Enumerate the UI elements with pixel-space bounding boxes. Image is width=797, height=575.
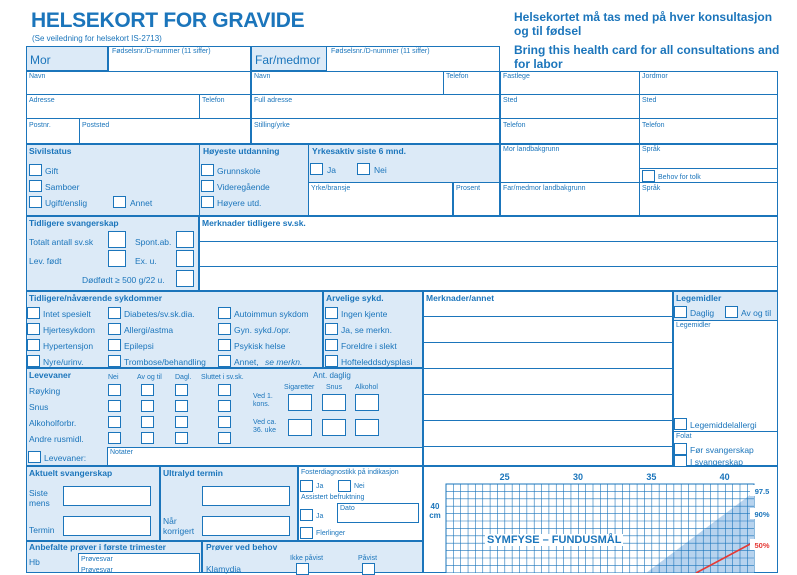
mother-id-label: Fødselsnr./D-nummer (11 siffer) [112, 48, 211, 55]
folat-before-label: Før svangerskap [690, 445, 754, 455]
hjerte-label: Hjertesykdom [43, 325, 95, 335]
habit-cell[interactable] [141, 400, 154, 412]
ja-merkn-checkbox[interactable] [325, 323, 338, 335]
videregaende-checkbox[interactable] [201, 180, 214, 192]
page-title: HELSEKORT FOR GRAVIDE [31, 9, 305, 32]
ugift-label: Ugift/enslig [45, 198, 88, 208]
habit-cell[interactable] [108, 384, 121, 396]
ikke-pavist-label: Ikke påvist [290, 555, 324, 562]
father-full-address-label[interactable]: Full adresse [254, 97, 293, 104]
nyre-checkbox[interactable] [27, 355, 40, 367]
grunnskole-label: Grunnskole [217, 166, 261, 176]
y-unit-label: cm [429, 511, 441, 520]
autoimmun-checkbox[interactable] [218, 307, 231, 319]
nar-korrigert-label: Når korrigert [163, 516, 195, 536]
ja-merkn-label: Ja, se merkn. [341, 325, 393, 335]
note-english: Bring this health card for all consultations and for labor [514, 43, 780, 71]
av-og-til-label: Av og til [741, 308, 772, 318]
habit-cell[interactable] [175, 416, 188, 428]
habit-row-royking: Røyking [29, 386, 61, 396]
prosent-label: Prosent [456, 185, 481, 192]
habits-col-sluttet: Sluttet i sv.sk. [201, 374, 244, 381]
allergi-checkbox[interactable] [108, 323, 121, 335]
provesvar2-label: Prøvesvar [81, 567, 113, 574]
page-subtitle: (Se veiledning for helsekort IS-2713) [32, 34, 162, 43]
sub-col-snus: Snus [326, 384, 342, 391]
chart-title: SYMFYSE – FUNDUSMÅL [487, 534, 622, 546]
psykisk-label: Psykisk helse [234, 341, 286, 351]
prev-remarks-title: Merknader tidligere sv.sk. [202, 218, 306, 228]
mother-address-label[interactable]: Adresse [29, 97, 55, 104]
levevaner-checkbox[interactable] [28, 451, 41, 463]
jordmor-phone-label[interactable]: Telefon [642, 122, 665, 129]
ved36-alk[interactable] [355, 419, 379, 436]
annet-sykd-checkbox[interactable] [218, 355, 231, 367]
total-field[interactable] [108, 231, 126, 248]
fastlege-phone-label[interactable]: Telefon [503, 122, 526, 129]
annet-civil-checkbox[interactable] [113, 196, 126, 208]
assisted-ja-label: Ja [316, 513, 324, 520]
prev-preg-title: Tidligere svangerskap [29, 218, 119, 228]
mother-postnr-label[interactable]: Postnr. [29, 122, 51, 129]
psykisk-checkbox[interactable] [218, 339, 231, 351]
hofte-checkbox[interactable] [325, 355, 338, 367]
fetal-title: Fosterdiagnostikk på indikasjon [301, 469, 399, 476]
intet-checkbox[interactable] [27, 307, 40, 319]
x-tick-label: 40 [719, 472, 730, 482]
fetal-nei-checkbox[interactable] [338, 480, 351, 492]
hyper-checkbox[interactable] [27, 339, 40, 351]
mother-name-label[interactable]: Navn [29, 73, 46, 80]
sub-col-alkohol: Alkohol [355, 384, 378, 391]
civil-title: Sivilstatus [29, 146, 72, 156]
ant-daglig-label: Ant. daglig [313, 371, 351, 380]
nar-korrigert-field[interactable] [202, 516, 290, 536]
x-tick-label: 25 [499, 472, 510, 482]
av-og-til-checkbox[interactable] [725, 306, 738, 318]
fastlege-sted-label[interactable]: Sted [503, 97, 518, 104]
habit-row-alkohol: Alkoholforbr. [29, 418, 77, 428]
y-top-label: 40 [430, 502, 440, 511]
medicine-sub-label: Legemidler [676, 322, 711, 329]
hofte-label: Hofteleddsdysplasi [341, 357, 413, 367]
habit-cell[interactable] [108, 400, 121, 412]
lev-field[interactable] [108, 250, 126, 267]
percentile-label: 50% [754, 541, 770, 550]
ultrasound-title: Ultralyd termin [163, 468, 223, 478]
current-preg-title: Aktuelt svangerskap [29, 468, 113, 478]
habit-cell[interactable] [218, 400, 231, 412]
ved36-snus[interactable] [322, 419, 346, 436]
foreldre-label: Foreldre i slekt [341, 341, 397, 351]
hyper-label: Hypertensjon [43, 341, 94, 351]
habit-cell[interactable] [108, 416, 121, 428]
annet-sykd-suffix: se merkn. [265, 357, 303, 367]
ugift-checkbox[interactable] [29, 196, 42, 208]
gyn-checkbox[interactable] [218, 323, 231, 335]
habits-col-dagl: Dagl. [175, 374, 192, 381]
klamydia-label: Klamydia [206, 564, 241, 574]
father-id-label: Fødselsnr./D-nummer (11 siffer) [331, 48, 430, 55]
mother-title: Mor [30, 53, 51, 67]
tests-behov-title: Prøver ved behov [206, 542, 278, 552]
allergi-med-checkbox[interactable] [674, 418, 687, 430]
ved36-sig[interactable] [288, 419, 312, 436]
ved1-alk[interactable] [355, 394, 379, 411]
intet-label: Intet spesielt [43, 309, 91, 319]
habit-cell[interactable] [175, 432, 188, 444]
total-label: Totalt antall sv.sk [29, 237, 94, 247]
remarks-section[interactable] [423, 291, 673, 466]
annet-civil-label: Annet [130, 198, 153, 208]
allergi-med-label: Legemiddelallergi [690, 420, 757, 430]
ex-field[interactable] [176, 250, 194, 267]
father-job-label[interactable]: Stilling/yrke [254, 122, 290, 129]
allergi-label: Allergi/astma [124, 325, 174, 335]
gyn-label: Gyn. sykd./opr. [234, 325, 291, 335]
levevaner-label: Levevaner: [44, 453, 87, 463]
fetal-ja-checkbox[interactable] [300, 480, 313, 492]
ved1-snus[interactable] [322, 394, 346, 411]
foreldre-checkbox[interactable] [325, 339, 338, 351]
habits-title: Levevaner [29, 370, 72, 380]
notater-field[interactable] [107, 447, 423, 466]
note-norwegian: Helsekortet må tas med på hver konsultasjon og til fødsel [514, 10, 773, 38]
yrke-label: Yrke/bransje [311, 185, 351, 192]
father-title: Far/medmor [255, 53, 321, 67]
annet-sykd-label: Annet, [234, 357, 259, 367]
x-tick-label: 35 [646, 472, 657, 482]
trombose-label: Trombose/behandling [124, 357, 206, 367]
flerlinger-label: Flerlinger [316, 530, 346, 537]
mor-landbakgrunn-label[interactable]: Mor landbakgrunn [503, 146, 560, 153]
habit-cell[interactable] [141, 384, 154, 396]
gift-label: Gift [45, 166, 59, 176]
daglig-label: Daglig [690, 308, 715, 318]
ingen-kjente-label: Ingen kjente [341, 309, 388, 319]
spont-field[interactable] [176, 231, 194, 248]
notater-label: Notater [110, 449, 133, 456]
work-title: Yrkesaktiv siste 6 mnd. [312, 146, 407, 156]
father-phone-label[interactable]: Telefon [446, 73, 469, 80]
hb-label: Hb [29, 557, 40, 567]
ved1-label: Ved 1. kons. [253, 393, 273, 408]
ex-label: Ex. u. [135, 256, 157, 266]
mother-phone-label[interactable]: Telefon [202, 97, 225, 104]
habit-row-andre: Andre rusmidl. [29, 434, 84, 444]
fetal-ja-label: Ja [316, 483, 324, 490]
ved36-label: Ved ca. 36. uke [253, 419, 277, 434]
hjerte-checkbox[interactable] [27, 323, 40, 335]
spont-label: Spont.ab. [135, 237, 172, 247]
lev-label: Lev. født [29, 256, 62, 266]
klamydia-pavist-checkbox[interactable] [362, 563, 375, 575]
hoyere-label: Høyere utd. [217, 198, 262, 208]
folat-title: Folat [676, 433, 692, 440]
flerlinger-checkbox[interactable] [300, 527, 313, 539]
habit-cell[interactable] [175, 384, 188, 396]
habit-cell[interactable] [108, 432, 121, 444]
habit-cell[interactable] [218, 416, 231, 428]
far-landbakgrunn-label[interactable]: Far/medmor landbakgrunn [503, 185, 586, 192]
siste-mens-label: Siste mens [29, 488, 50, 508]
hoyere-checkbox[interactable] [201, 196, 214, 208]
termin-label: Termin [29, 525, 55, 535]
ultrasound-field[interactable] [202, 486, 290, 506]
father-name-label[interactable]: Navn [254, 73, 271, 80]
jordmor-sted-label[interactable]: Sted [642, 97, 657, 104]
percentile-label: 97.5 [754, 487, 770, 496]
x-tick-label: 30 [572, 472, 584, 482]
medicine-title: Legemidler [676, 293, 722, 303]
symfyse-fundus-chart [423, 466, 778, 573]
work-nei-checkbox[interactable] [357, 163, 370, 175]
trombose-checkbox[interactable] [108, 355, 121, 367]
folat-before-checkbox[interactable] [674, 443, 687, 455]
epilepsi-checkbox[interactable] [108, 339, 121, 351]
mother-poststed-label[interactable]: Poststed [82, 122, 110, 129]
habits-col-avogtil: Av og til [137, 374, 162, 381]
work-ja-label: Ja [327, 165, 336, 175]
samboer-label: Samboer [45, 182, 80, 192]
habits-col-nei: Nei [108, 374, 119, 381]
hereditary-title: Arvelige sykd. [326, 293, 384, 303]
pavist-label: Påvist [358, 555, 378, 562]
dod-field[interactable] [176, 270, 194, 287]
diseases-title: Tidligere/nåværende sykdommer [29, 293, 163, 303]
folat-during-label: I svangerskap [690, 457, 743, 467]
habit-cell[interactable] [218, 432, 231, 444]
ved1-sig[interactable] [288, 394, 312, 411]
sprak-mor-label[interactable]: Språk [642, 146, 661, 153]
diabetes-checkbox[interactable] [108, 307, 121, 319]
gift-checkbox[interactable] [29, 164, 42, 176]
ingen-kjente-checkbox[interactable] [325, 307, 338, 319]
dod-label: Dødfødt ≥ 500 g/22 u. [82, 275, 165, 285]
habit-cell[interactable] [141, 432, 154, 444]
fastlege-label[interactable]: Fastlege [503, 73, 530, 80]
epilepsi-label: Epilepsi [124, 341, 154, 351]
assisted-label: Assistert befruktning [301, 494, 365, 501]
jordmor-label[interactable]: Jordmor [642, 73, 668, 80]
tests-title: Anbefalte prøver i første trimester [29, 542, 166, 552]
tolk-checkbox[interactable] [642, 170, 655, 182]
provesvar-label: Prøvesvar [81, 556, 113, 563]
habit-row-snus: Snus [29, 402, 49, 412]
grunnskole-checkbox[interactable] [201, 164, 214, 176]
sprak-far-label[interactable]: Språk [642, 185, 661, 192]
nyre-label: Nyre/urinv. [43, 357, 84, 367]
assisted-ja-checkbox[interactable] [300, 509, 313, 521]
autoimmun-label: Autoimmun sykdom [234, 309, 309, 319]
habit-cell[interactable] [175, 400, 188, 412]
work-nei-label: Nei [374, 165, 387, 175]
remarks-title: Merknader/annet [426, 293, 495, 303]
percentile-label: 90% [754, 510, 770, 519]
habit-cell[interactable] [141, 416, 154, 428]
diabetes-label: Diabetes/sv.sk.dia. [124, 309, 195, 319]
termin-field[interactable] [63, 516, 151, 536]
work-ja-checkbox[interactable] [310, 163, 323, 175]
fetal-nei-label: Nei [354, 483, 365, 490]
tolk-label: Behov for tolk [658, 174, 701, 181]
klamydia-ikke-checkbox[interactable] [296, 563, 309, 575]
sub-col-sigaretter: Sigaretter [284, 384, 315, 391]
samboer-checkbox[interactable] [29, 180, 42, 192]
dato-label: Dato [340, 505, 355, 512]
siste-mens-field[interactable] [63, 486, 151, 506]
daglig-checkbox[interactable] [674, 306, 687, 318]
habit-cell[interactable] [218, 384, 231, 396]
education-title: Høyeste utdanning [203, 146, 280, 156]
videregaende-label: Videregående [217, 182, 270, 192]
